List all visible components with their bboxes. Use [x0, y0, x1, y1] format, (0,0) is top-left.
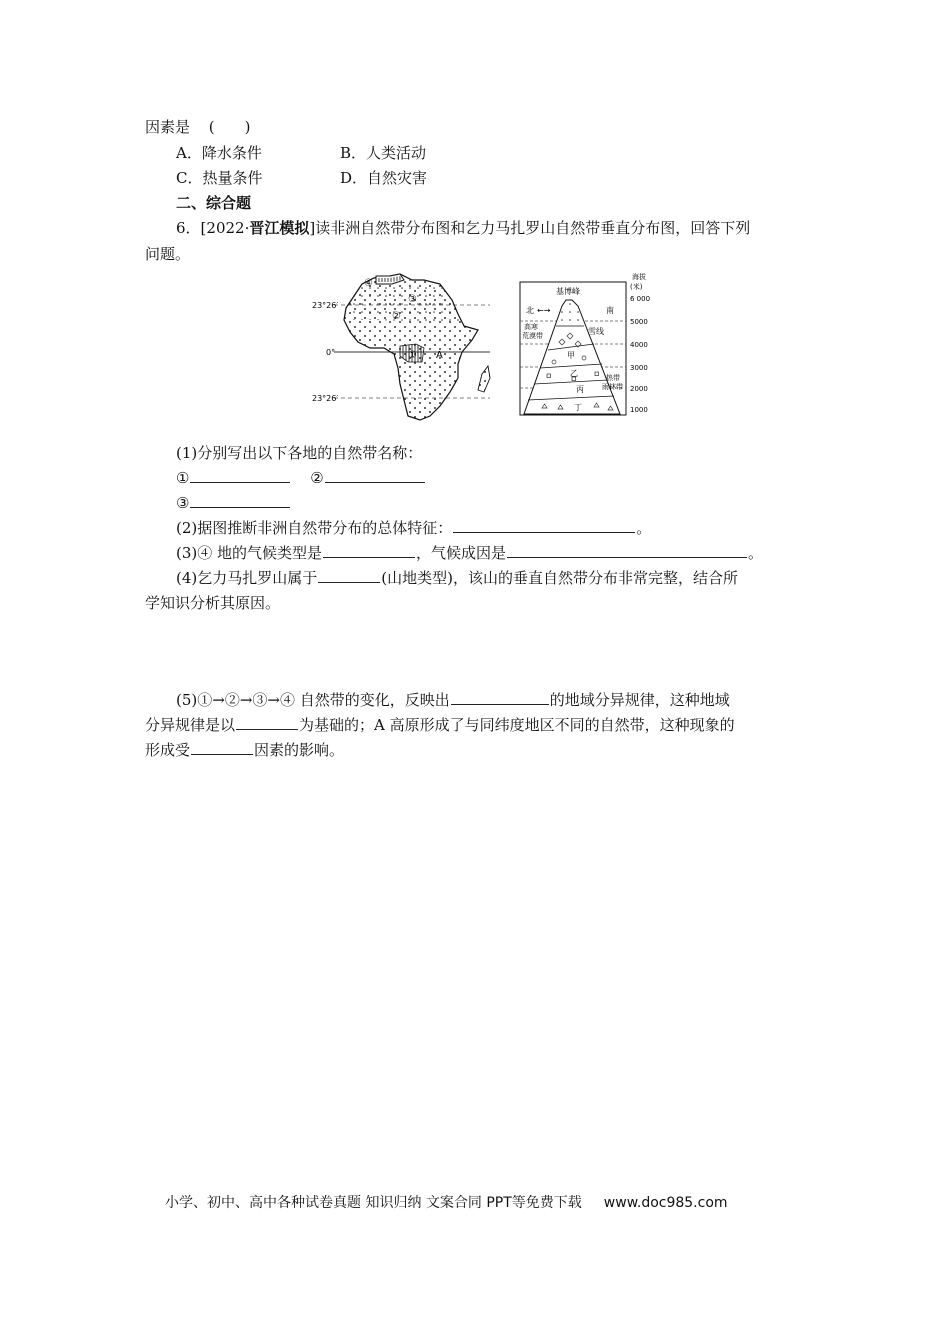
answer-label-2: ② — [310, 469, 324, 487]
mountain-type-blank[interactable] — [318, 568, 380, 583]
q6-sub5 — [176, 690, 730, 710]
q6-sub5-line2-b: 为基础的；A 高原形成了与同纬度地区不同的自然带，这种现象的 — [299, 716, 735, 734]
south-label: 南 — [606, 306, 614, 315]
lat-equator-label: 0° — [326, 348, 336, 357]
climate-cause-blank[interactable] — [507, 543, 747, 558]
snowline-label: 雪线 — [588, 327, 604, 336]
desert-label-2: 荒漠带 — [522, 332, 543, 340]
altitude-tick-4000: 4000 — [630, 341, 648, 349]
zone-ding-label: 丁 — [574, 403, 582, 412]
q6-sub3-text-a: (3)④ 地的气候类型是 — [176, 544, 323, 562]
zone-yi-label: 乙 — [570, 369, 578, 378]
q6-sub5-line2-a: 分异规律是以 — [145, 716, 236, 734]
altitude-tick-5000: 5000 — [630, 318, 648, 326]
altitude-title: 海拔 — [632, 273, 646, 281]
answer-label-1: ① — [176, 469, 190, 487]
answer-blank-2[interactable] — [325, 468, 425, 483]
zone-jia-label: 甲 — [567, 351, 575, 360]
q6-stem-line1: 读非洲自然带分布图和乞力马扎罗山自然带垂直分布图，回答下列 — [315, 219, 751, 237]
north-label: 北 — [526, 306, 534, 315]
q6-sub1-answers — [176, 468, 426, 488]
lat-north-label: 23°26′ — [312, 301, 339, 310]
q6-sub3 — [176, 543, 763, 563]
map-marker-1: ① — [408, 350, 417, 361]
q5-option-b: B．人类活动 — [340, 144, 427, 162]
q6-stem-line2: 问题。 — [145, 245, 191, 263]
footer-url[interactable]: www.doc985.com — [603, 1195, 728, 1211]
q6-sub4-line2: 学知识分析其原因。 — [145, 594, 281, 612]
altitude-tick-1000: 1000 — [630, 406, 648, 414]
altitude-tick-2000: 2000 — [630, 385, 648, 393]
zonation-law-blank[interactable] — [451, 690, 549, 705]
q5-option-a: A．降水条件 — [176, 144, 262, 162]
q6-sub4 — [176, 568, 738, 588]
climate-type-blank[interactable] — [323, 543, 415, 558]
direction-arrow: ←→ — [537, 306, 551, 315]
q6-sub5-line3-a: 形成受 — [145, 741, 191, 759]
desert-label-1: 高寒 — [524, 323, 538, 331]
q6-stem — [176, 218, 750, 238]
basis-blank[interactable] — [236, 715, 298, 730]
q6-sub1: (1)分别写出以下各地的自然带名称： — [176, 444, 423, 462]
section-title: 二、综合题 — [176, 194, 252, 212]
q6-sub5-text-a: (5)①→②→③→④ 自然带的变化，反映出 — [176, 691, 450, 709]
rainforest-label-2: 雨林带 — [602, 383, 623, 391]
q6-sub5-text-b: 的地域分异规律，这种地域 — [549, 691, 730, 709]
altitude-tick-6000: 6 000 — [630, 295, 651, 303]
q6-sub5-line2 — [145, 715, 735, 735]
q6-sub4-text-b: (山地类型)，该山的垂直自然带分布非常完整，结合所 — [381, 569, 738, 587]
footer-text: 小学、初中、高中各种试卷真题 知识归纳 文案合同 PPT等免费下载 — [165, 1195, 582, 1211]
q6-source-place: 晋江模拟 — [249, 219, 310, 237]
africa-map — [312, 274, 490, 420]
q6-sub2 — [176, 518, 651, 538]
madagascar — [478, 366, 490, 392]
figure-svg — [312, 270, 651, 420]
q6-sub5-line3-b: 因素的影响。 — [254, 741, 345, 759]
rainforest-label-1: 热带 — [606, 374, 620, 382]
q5-stem-text: 因素是 — [145, 118, 191, 136]
peak-label: 基博峰 — [556, 287, 580, 296]
q6-sub3-text-b: ，气候成因是 — [416, 544, 507, 562]
q6-source-close: ] — [309, 219, 316, 237]
page-footer — [165, 1192, 728, 1212]
altitude-tick-3000: 3000 — [630, 364, 648, 372]
q6-sub3-end: 。 — [748, 544, 764, 562]
map-marker-2: ② — [392, 311, 401, 322]
q6-number: 6． — [176, 219, 201, 237]
answer-label-3: ③ — [176, 494, 190, 512]
map-marker-4: ④ — [364, 278, 373, 289]
lat-south-label: 23°26′ — [312, 394, 339, 403]
zone-bing-label: 丙 — [576, 385, 584, 394]
feature-answer-blank[interactable] — [453, 518, 635, 533]
q5-option-c: C．热量条件 — [176, 169, 263, 187]
q6-sub5-line3 — [145, 740, 344, 760]
q6-source-open: [2022· — [200, 219, 250, 237]
factor-blank[interactable] — [191, 740, 253, 755]
answer-blank-3[interactable] — [190, 493, 290, 508]
q6-sub2-text: (2)据图推断非洲自然带分布的总体特征： — [176, 519, 453, 537]
map-marker-3: ③ — [408, 294, 417, 305]
plateau-label-a: A — [436, 350, 443, 361]
q6-sub4-text-a: (4)乞力马扎罗山属于 — [176, 569, 318, 587]
figure-africa-kilimanjaro — [312, 270, 651, 420]
q6-sub1-answer3 — [176, 493, 291, 513]
q5-stem-tail — [145, 117, 251, 137]
q5-answer-paren: ( ) — [208, 118, 251, 136]
answer-blank-1[interactable] — [190, 468, 290, 483]
q6-sub2-end: 。 — [636, 519, 652, 537]
q5-option-d: D．自然灾害 — [340, 169, 428, 187]
altitude-unit: (米) — [630, 283, 643, 291]
kilimanjaro-diagram — [520, 272, 650, 415]
